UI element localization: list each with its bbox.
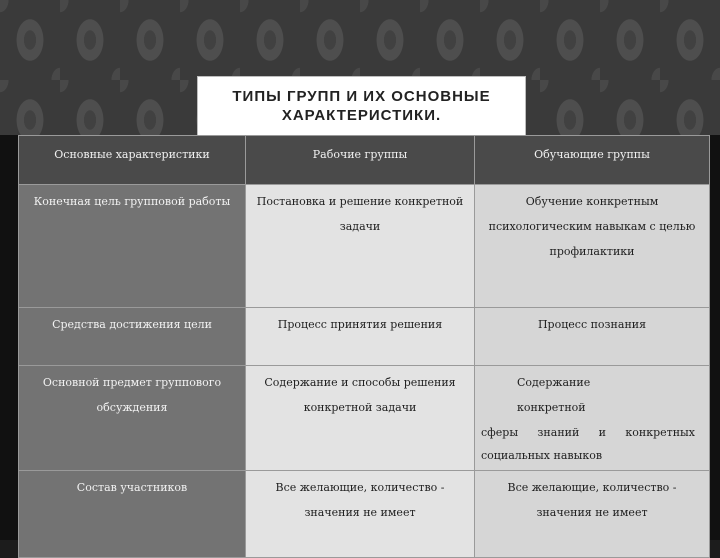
cell-line: профилактики bbox=[549, 245, 635, 258]
table-header-row bbox=[19, 136, 710, 185]
cell-line: социальных навыков bbox=[481, 449, 603, 462]
row-label-goal: Конечная цель групповой работы bbox=[19, 185, 246, 308]
cell-line: Обучение конкретным bbox=[525, 195, 659, 208]
slide-title-line-1: ТИПЫ ГРУПП И ИХ ОСНОВНЫЕ bbox=[232, 88, 491, 105]
table-row bbox=[19, 471, 710, 558]
cell-training-goal bbox=[475, 185, 710, 308]
cell-line: Содержание конкретной bbox=[517, 376, 591, 414]
cell-line: сферы знаний и конкретных bbox=[481, 426, 695, 439]
group-types-table bbox=[18, 135, 710, 558]
cell-line: значения не имеет bbox=[536, 506, 648, 519]
header-characteristics: Основные характеристики bbox=[19, 136, 246, 185]
cell-line: Все желающие, количество - bbox=[275, 481, 445, 494]
table-row bbox=[19, 185, 710, 308]
row-label-participants: Состав участников bbox=[19, 471, 246, 558]
cell-work-means: Процесс принятия решения bbox=[246, 308, 475, 366]
cell-work-participants bbox=[246, 471, 475, 558]
cell-line: Все желающие, количество - bbox=[507, 481, 677, 494]
cell-work-goal bbox=[246, 185, 475, 308]
cell-training-means: Процесс познания bbox=[475, 308, 710, 366]
cell-line: значения не имеет bbox=[304, 506, 416, 519]
header-training-groups: Обучающие группы bbox=[475, 136, 710, 185]
cell-line: Основной предмет группового bbox=[42, 376, 222, 389]
row-label-subject bbox=[19, 366, 246, 471]
cell-training-subject bbox=[475, 366, 710, 471]
cell-training-participants bbox=[475, 471, 710, 558]
header-work-groups: Рабочие группы bbox=[246, 136, 475, 185]
cell-line: психологическим навыкам с целью bbox=[488, 220, 696, 233]
cell-line: конкретной задачи bbox=[303, 401, 417, 414]
slide-title bbox=[232, 87, 490, 125]
table-row bbox=[19, 366, 710, 471]
slide-title-line-2: ХАРАКТЕРИСТИКИ. bbox=[281, 107, 442, 124]
cell-line: задачи bbox=[339, 220, 381, 233]
table-row bbox=[19, 308, 710, 366]
slide-title-box bbox=[197, 76, 526, 136]
row-label-means: Средства достижения цели bbox=[19, 308, 246, 366]
cell-line: Постановка и решение конкретной bbox=[256, 195, 464, 208]
cell-line: обсуждения bbox=[96, 401, 168, 414]
cell-line: Содержание и способы решения bbox=[264, 376, 456, 389]
cell-work-subject bbox=[246, 366, 475, 471]
